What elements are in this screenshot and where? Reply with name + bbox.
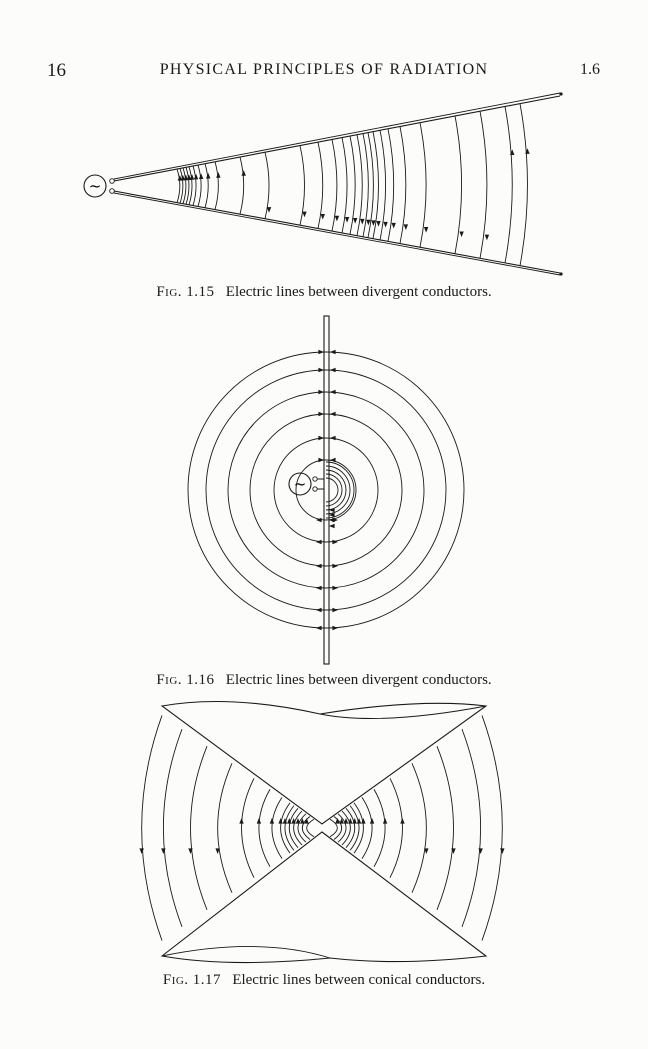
field-arrow bbox=[370, 818, 374, 824]
field-arrow bbox=[335, 216, 339, 222]
field-arrow bbox=[332, 608, 338, 612]
field-arrow bbox=[332, 626, 338, 630]
field-arrow bbox=[316, 540, 322, 544]
field-line bbox=[205, 164, 208, 208]
figure-1-15-diagram bbox=[0, 88, 648, 283]
upper-cone bbox=[162, 702, 486, 825]
field-arrow bbox=[404, 224, 408, 230]
electric-field-lines-1-15 bbox=[177, 104, 530, 266]
field-arrow bbox=[332, 586, 338, 590]
lower-conductor bbox=[114, 191, 563, 276]
page-header bbox=[0, 60, 648, 86]
field-line-near bbox=[326, 474, 342, 506]
generator-symbol: ~ bbox=[88, 177, 102, 195]
section-number: 1.6 bbox=[580, 61, 600, 78]
field-line bbox=[163, 729, 182, 927]
field-line bbox=[374, 789, 385, 867]
caption-text: Electric lines between divergent conductors. bbox=[225, 672, 492, 688]
field-line bbox=[505, 106, 512, 262]
field-arrow bbox=[330, 436, 336, 440]
lower-cone bbox=[162, 832, 486, 963]
field-arrow bbox=[316, 586, 322, 590]
field-arrow bbox=[330, 350, 336, 354]
field-circle bbox=[228, 392, 424, 588]
field-arrow bbox=[267, 207, 271, 213]
field-arrow bbox=[321, 214, 325, 220]
field-arrow bbox=[400, 818, 404, 824]
running-title: PHYSICAL PRINCIPLES OF RADIATION bbox=[159, 61, 489, 78]
field-arrow bbox=[332, 564, 338, 568]
field-arrow bbox=[194, 174, 198, 180]
field-arrow bbox=[391, 223, 395, 229]
field-arrow bbox=[500, 848, 504, 854]
field-line bbox=[334, 817, 342, 840]
field-circle bbox=[206, 370, 446, 610]
field-arrow bbox=[318, 436, 324, 440]
caption-fig-1-16 bbox=[0, 672, 648, 689]
field-line bbox=[177, 169, 180, 203]
generator-1-15 bbox=[84, 175, 114, 197]
field-arrow bbox=[424, 227, 428, 233]
field-line bbox=[142, 715, 162, 940]
field-arrow bbox=[316, 608, 322, 612]
field-arrow bbox=[199, 173, 203, 179]
field-arrow bbox=[206, 173, 210, 179]
field-line bbox=[462, 729, 481, 927]
field-line bbox=[520, 104, 527, 266]
caption-text: Electric lines between conical conductors. bbox=[232, 972, 486, 988]
vertical-antenna bbox=[324, 316, 329, 664]
field-arrow bbox=[330, 368, 336, 372]
figure-1-16 bbox=[0, 310, 648, 688]
field-arrow bbox=[366, 220, 370, 226]
field-line bbox=[302, 817, 310, 840]
field-line bbox=[183, 168, 186, 204]
field-arrow bbox=[329, 524, 335, 528]
field-line bbox=[215, 162, 218, 210]
field-arrow bbox=[459, 231, 463, 237]
field-arrow bbox=[257, 818, 261, 824]
field-line bbox=[186, 167, 189, 204]
field-arrow bbox=[371, 220, 375, 226]
electric-field-lines-1-16 bbox=[188, 350, 464, 630]
field-arrow bbox=[316, 626, 322, 630]
field-circle bbox=[188, 352, 464, 628]
field-arrow bbox=[316, 564, 322, 568]
field-arrow bbox=[318, 412, 324, 416]
field-arrow bbox=[383, 818, 387, 824]
field-line bbox=[189, 167, 192, 205]
field-line bbox=[180, 168, 183, 203]
field-line bbox=[193, 166, 196, 206]
field-line bbox=[240, 157, 244, 214]
field-line bbox=[259, 789, 270, 867]
field-circle bbox=[274, 438, 378, 542]
field-arrow bbox=[383, 222, 387, 228]
field-arrow bbox=[270, 818, 274, 824]
electric-field-lines-1-17 bbox=[139, 715, 504, 940]
field-line-near bbox=[326, 478, 338, 502]
field-arrow bbox=[239, 818, 243, 824]
page-number: 16 bbox=[47, 60, 66, 81]
field-arrow bbox=[302, 212, 306, 218]
caption-label: Fig. 1.17 bbox=[162, 972, 222, 988]
field-line bbox=[437, 746, 453, 910]
field-arrow bbox=[360, 219, 364, 225]
field-arrow bbox=[485, 235, 489, 241]
caption-text: Electric lines between divergent conductors. bbox=[225, 284, 492, 300]
field-arrow bbox=[318, 350, 324, 354]
field-arrow bbox=[139, 848, 143, 854]
field-arrow bbox=[241, 170, 245, 176]
field-arrow bbox=[376, 221, 380, 227]
caption-fig-1-17 bbox=[0, 972, 648, 989]
figure-1-15 bbox=[0, 88, 648, 300]
field-arrow bbox=[353, 218, 357, 224]
figure-1-17-diagram bbox=[0, 700, 648, 968]
field-arrow bbox=[318, 458, 324, 462]
figure-1-17 bbox=[0, 700, 648, 988]
field-line bbox=[412, 763, 426, 892]
field-arrow bbox=[329, 508, 335, 512]
field-arrow bbox=[329, 518, 335, 522]
field-circle bbox=[250, 414, 402, 566]
field-arrow bbox=[330, 458, 336, 462]
field-arrow bbox=[330, 412, 336, 416]
caption-label: Fig. 1.16 bbox=[156, 672, 215, 688]
field-line bbox=[242, 778, 254, 877]
field-arrow bbox=[345, 217, 349, 223]
field-arrow bbox=[216, 172, 220, 178]
field-line bbox=[218, 763, 232, 892]
field-arrow bbox=[318, 368, 324, 372]
figure-1-16-diagram bbox=[0, 310, 648, 670]
field-arrow bbox=[330, 390, 336, 394]
caption-label: Fig. 1.15 bbox=[156, 284, 215, 300]
generator-1-16 bbox=[289, 473, 324, 495]
field-line bbox=[198, 165, 201, 206]
generator-symbol: ~ bbox=[293, 475, 307, 493]
field-line bbox=[390, 778, 402, 877]
field-line bbox=[191, 746, 207, 910]
field-arrow bbox=[318, 390, 324, 394]
field-line bbox=[482, 715, 502, 940]
field-arrow bbox=[190, 174, 194, 180]
upper-conductor bbox=[114, 92, 563, 181]
caption-fig-1-15 bbox=[0, 284, 648, 301]
